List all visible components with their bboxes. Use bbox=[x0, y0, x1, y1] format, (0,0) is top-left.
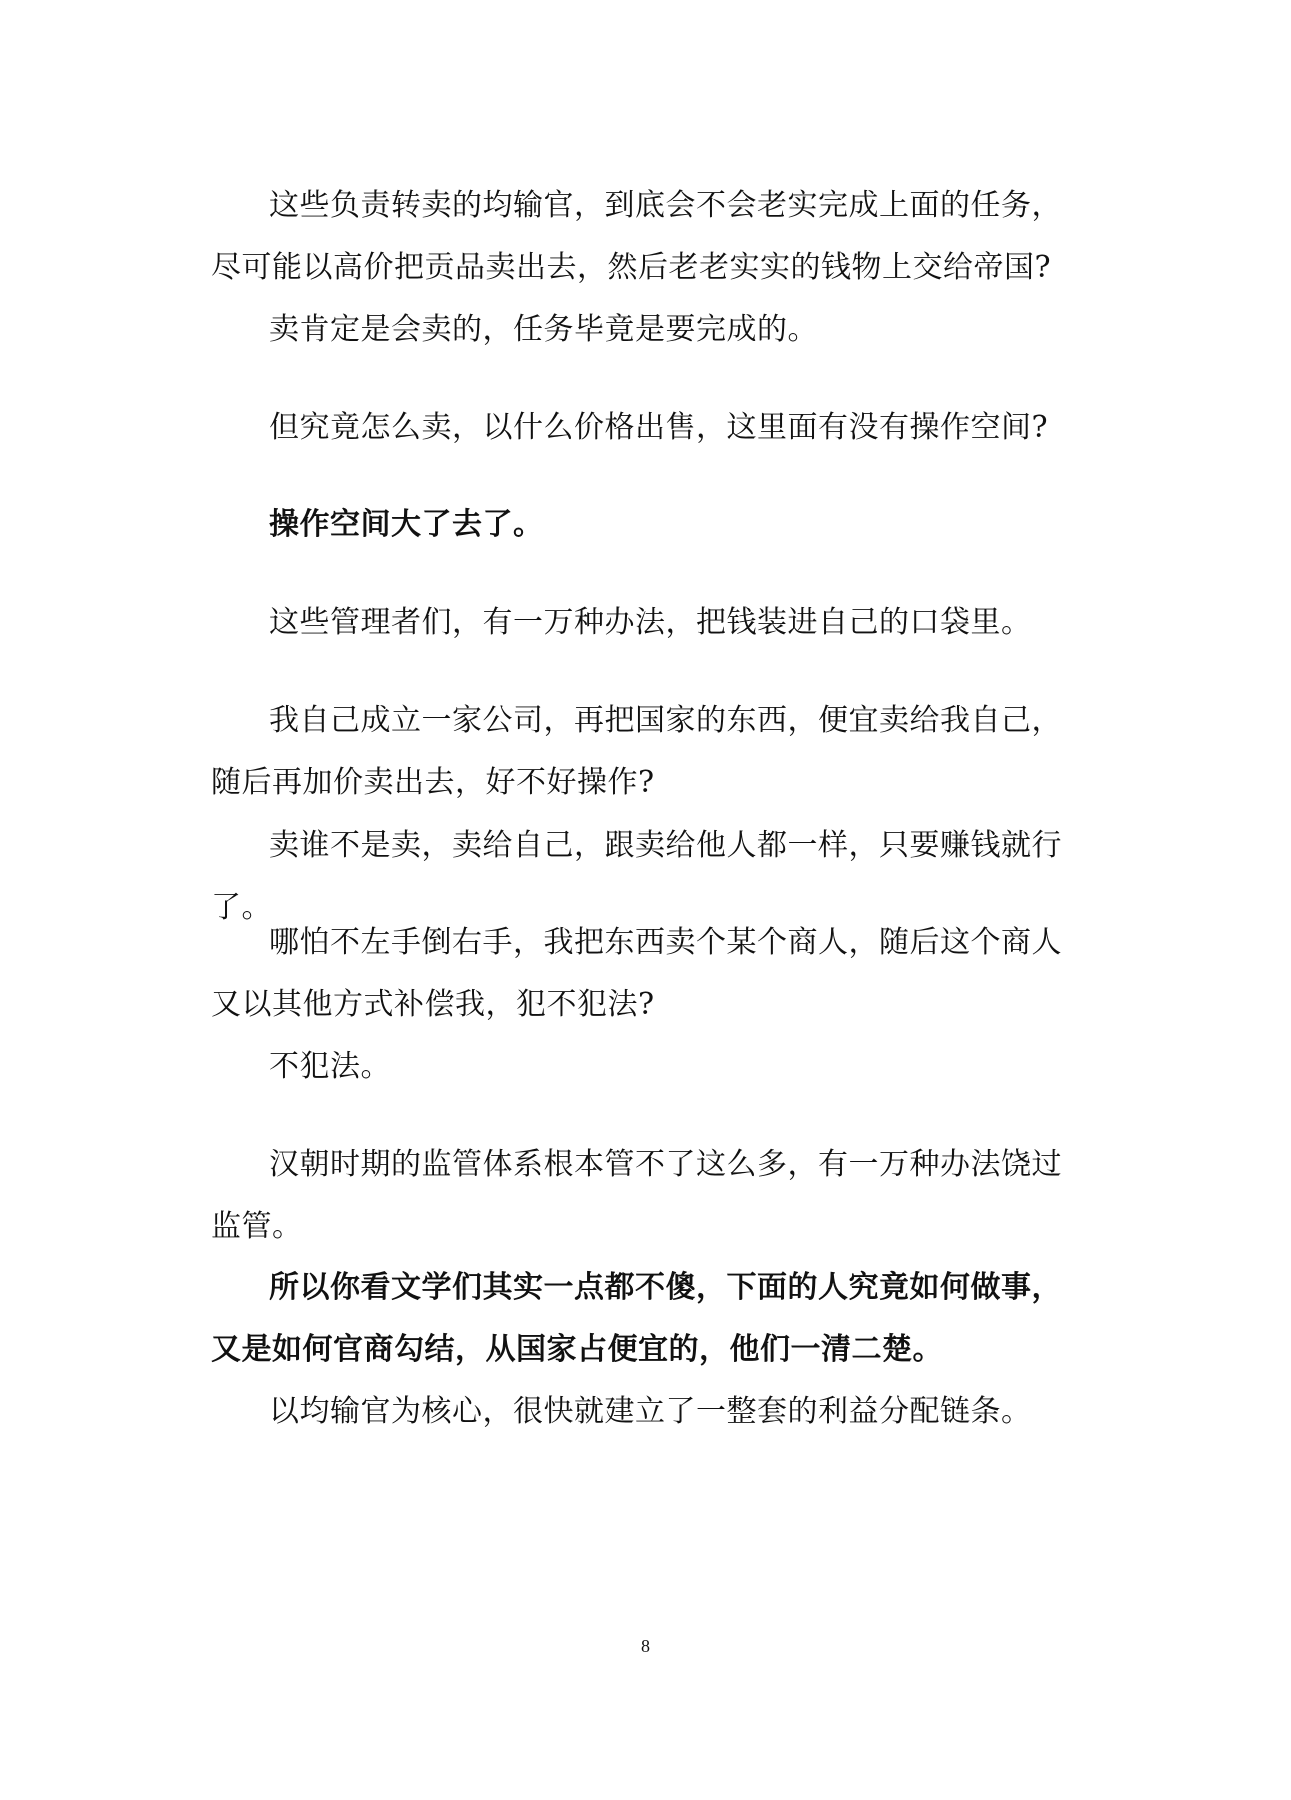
paragraph-7: 卖谁不是卖，卖给自己，跟卖给他人都一样，只要赚钱就行了。 bbox=[211, 828, 1062, 925]
paragraph-3: 但究竟怎么卖，以什么价格出售，这里面有没有操作空间? bbox=[269, 410, 1049, 445]
paragraph-1: 这些负责转卖的均输官，到底会不会老实完成上面的任务，尽可能以高价把贡品卖出去，然后老老实实的钱物上交给帝国? bbox=[211, 188, 1062, 285]
paragraph-5: 这些管理者们，有一万种办法，把钱装进自己的口袋里。 bbox=[269, 605, 1032, 640]
paragraph-2: 卖肯定是会卖的，任务毕竟是要完成的。 bbox=[269, 312, 818, 347]
paragraph-8: 哪怕不左手倒右手，我把东西卖个某个商人，随后这个商人又以其他方式补偿我，犯不犯法? bbox=[211, 925, 1062, 1022]
paragraph-10: 汉朝时期的监管体系根本管不了这么多，有一万种办法饶过监管。 bbox=[211, 1147, 1062, 1244]
paragraph-4: 操作空间大了去了。 bbox=[269, 507, 544, 542]
paragraph-9: 不犯法。 bbox=[269, 1049, 391, 1084]
paragraph-6: 我自己成立一家公司，再把国家的东西，便宜卖给我自己，随后再加价卖出去，好不好操作? bbox=[211, 703, 1062, 800]
paragraph-12: 以均输官为核心，很快就建立了一整套的利益分配链条。 bbox=[269, 1394, 1032, 1429]
paragraph-11: 所以你看文学们其实一点都不傻，下面的人究竟如何做事，又是如何官商勾结，从国家占便宜的，他们一清二楚。 bbox=[211, 1270, 1062, 1367]
page-number: 8 bbox=[641, 1636, 650, 1656]
